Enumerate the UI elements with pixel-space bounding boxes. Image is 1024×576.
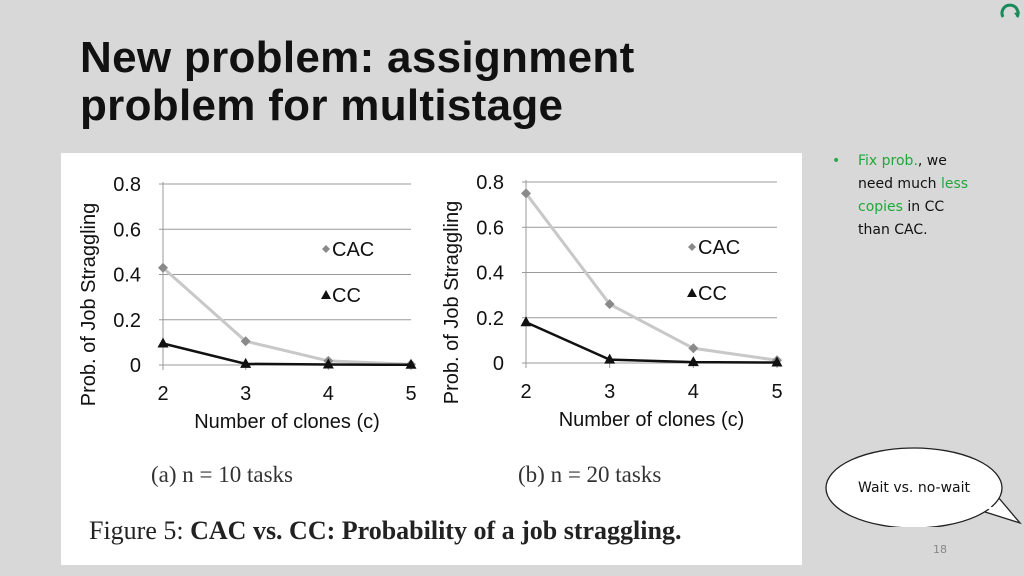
figure-caption	[89, 516, 681, 546]
chart-b-ytick-label: 0.2	[476, 307, 504, 330]
chart-a-legend-cac-label: CAC	[332, 239, 375, 261]
bullet-list	[832, 150, 978, 242]
bullet-highlight-less-copies: less copies	[858, 176, 969, 215]
chart-a-ytick-label: 0.4	[113, 264, 141, 287]
chart-a-caption: (a) n = 10 tasks	[151, 462, 293, 487]
chart-a-ytick-label: 0.2	[113, 309, 141, 332]
bullet-text-part: , we need much	[858, 153, 947, 192]
chart-b-series-cac-line	[526, 193, 777, 360]
chart-b-series-cc-line	[526, 322, 777, 362]
chart-a-ytick-label: 0.8	[113, 174, 141, 196]
bullet-text	[858, 150, 978, 242]
figure-caption-prefix: Figure 5:	[89, 516, 184, 545]
chart-b-legend-cc-marker	[687, 288, 697, 297]
chart-a-legend-cc-marker	[321, 290, 331, 299]
chart-b-legend-cac-label: CAC	[698, 237, 741, 259]
speech-bubble-text: Wait vs. no-wait	[858, 480, 970, 496]
chart-a-ylabel: Prob. of Job Straggling	[78, 202, 100, 407]
chart-a-xtick-label: 2	[157, 383, 169, 405]
chart-b-legend-cac-marker	[688, 243, 696, 251]
chart-b-xtick-label: 5	[771, 381, 783, 403]
chart-a-xtick-label: 3	[240, 383, 252, 405]
bullet-item	[832, 150, 978, 242]
figure-panel	[61, 153, 802, 565]
chart-b-ytick-label: 0	[492, 353, 504, 375]
chart-a-legend-cc-label: CC	[332, 285, 361, 307]
chart-a-series-cc-point	[158, 338, 169, 348]
bullet-text-part: in CC than CAC.	[858, 199, 945, 238]
chart-b-xtick-label: 2	[520, 381, 532, 403]
chart-b-legend-cc-label: CC	[698, 283, 727, 305]
figure-caption-bold: CAC vs. CC: Probability of a job straggling.	[190, 516, 682, 545]
chart-a-xtick-label: 5	[405, 383, 417, 405]
chart-b-caption: (b) n = 20 tasks	[518, 462, 662, 487]
chart-a-ytick-label: 0.6	[113, 219, 141, 242]
refresh-icon[interactable]	[998, 2, 1022, 22]
chart-b-xlabel: Number of clones (c)	[558, 409, 745, 431]
slide-title: New problem: assignment problem for multistage	[80, 33, 635, 130]
page-number: 18	[933, 543, 947, 556]
chart-a-xtick-label: 4	[322, 383, 334, 405]
chart-b-ytick-label: 0.4	[476, 262, 504, 285]
chart-b-ytick-label: 0.6	[476, 217, 504, 240]
chart-canvas	[61, 153, 802, 565]
chart-a-legend-cac-marker	[322, 245, 330, 253]
chart-a-series-cac-line	[163, 268, 411, 365]
chart-b-ylabel: Prob. of Job Straggling	[441, 200, 463, 405]
chart-b-xtick-label: 4	[687, 381, 699, 403]
chart-b-xtick-label: 3	[604, 381, 616, 403]
bullet-highlight-fix-prob: Fix prob.	[858, 153, 918, 169]
chart-b-ytick-label: 0.8	[476, 172, 504, 194]
chart-a-ytick-label: 0	[129, 355, 141, 377]
chart-a-xlabel: Number of clones (c)	[194, 411, 380, 433]
bullet-dot-icon: •	[832, 153, 841, 169]
